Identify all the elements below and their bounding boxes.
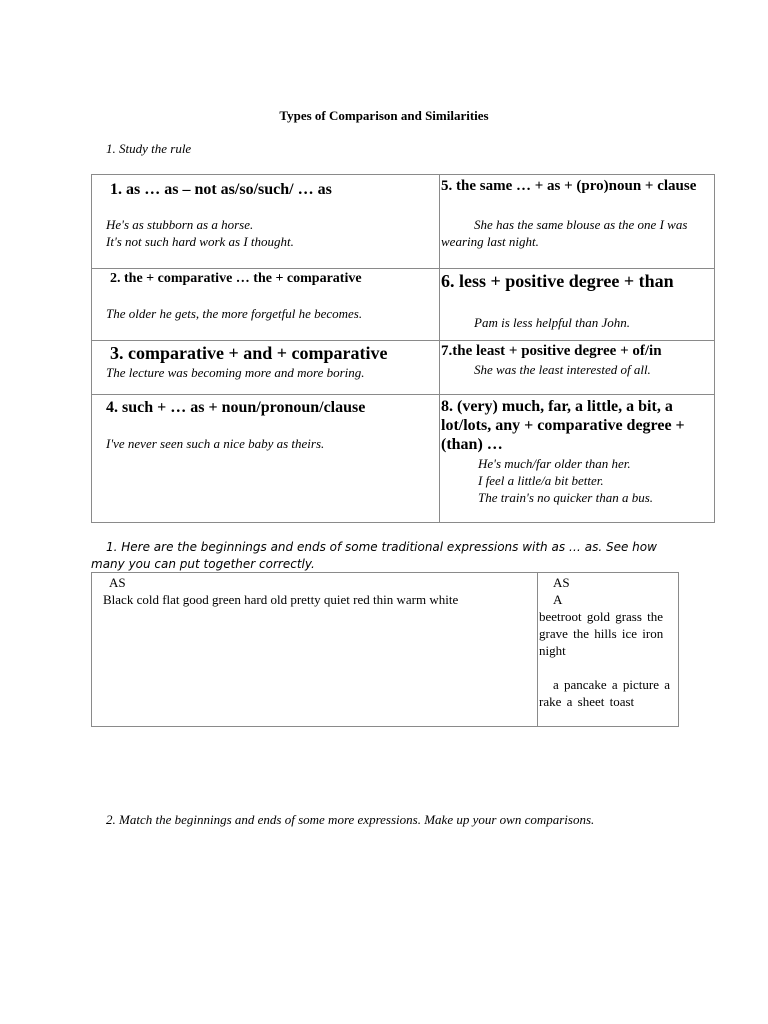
rule-cell-4 [92, 395, 440, 523]
beginnings-header: AS [109, 575, 126, 590]
rule-1-example-1: He's as stubborn as a horse. [106, 217, 254, 232]
rule-8-example-1: He's much/far older than her. [478, 456, 631, 471]
rule-3-example-1: The lecture was becoming more and more boring. [106, 365, 365, 380]
page-title: Types of Comparison and Similarities [279, 108, 489, 123]
exercise-1-table [91, 572, 679, 727]
rule-7-heading: 7.the least + positive degree + of/in [441, 343, 662, 359]
rule-1-example-2: It's not such hard work as I thought. [106, 234, 294, 249]
exercise-1-beginnings-cell [92, 573, 538, 727]
rule-8-example-2: I feel a little/a bit better. [478, 473, 604, 488]
rule-2-heading: 2. the + comparative … the + comparative [110, 271, 362, 286]
rule-cell-6 [440, 269, 715, 341]
rule-cell-5 [440, 175, 715, 269]
rule-cell-8 [440, 395, 715, 523]
exercise-1-instruction: 1. Here are the beginnings and ends of some traditional expressions with as … as. See how many you can put together correctly. [91, 540, 657, 571]
rules-table [91, 174, 715, 523]
rule-cell-7 [440, 341, 715, 395]
rule-5-heading: 5. the same … + as + (pro)noun + clause [441, 178, 697, 194]
rule-cell-3 [92, 341, 440, 395]
rule-8-heading: 8. (very) much, far, a little, a bit, a lot/lots, any + comparative degree + (than) … [441, 398, 685, 453]
rule-2-example-1: The older he gets, the more forgetful he becomes. [106, 306, 363, 321]
rule-1-heading: 1. as … as – not as/so/such/ … as [110, 181, 332, 198]
rule-4-example-1: I've never seen such a nice baby as theirs. [106, 436, 325, 451]
rule-8-example-3: The train's no quicker than a bus. [478, 490, 654, 505]
rule-6-heading: 6. less + positive degree + than [441, 271, 674, 291]
ends-article: A [553, 592, 563, 607]
ends-header: AS [553, 575, 570, 590]
exercise-2-instruction: 2. Match the beginnings and ends of some more expressions. Make up your own comparisons. [106, 812, 595, 827]
rule-4-heading: 4. such + … as + noun/pronoun/clause [106, 399, 366, 416]
rule-cell-2 [92, 269, 440, 341]
rule-7-example-1: She was the least interested of all. [474, 362, 651, 377]
ends-words-2: a pancake a picture a rake a sheet toast [539, 677, 670, 709]
rule-6-example-1: Pam is less helpful than John. [474, 315, 630, 330]
rule-cell-1 [92, 175, 440, 269]
exercise-1-ends-cell [538, 573, 679, 727]
ends-words-1: beetroot gold grass the grave the hills ice iron night [539, 609, 664, 658]
rule-3-heading: 3. comparative + and + comparative [110, 343, 388, 363]
intro-instruction: 1. Study the rule [106, 141, 192, 156]
rule-5-example-1: She has the same blouse as the one I was wearing last night. [441, 217, 688, 249]
beginnings-words: Black cold flat good green hard old pretty quiet red thin warm white [103, 592, 459, 607]
